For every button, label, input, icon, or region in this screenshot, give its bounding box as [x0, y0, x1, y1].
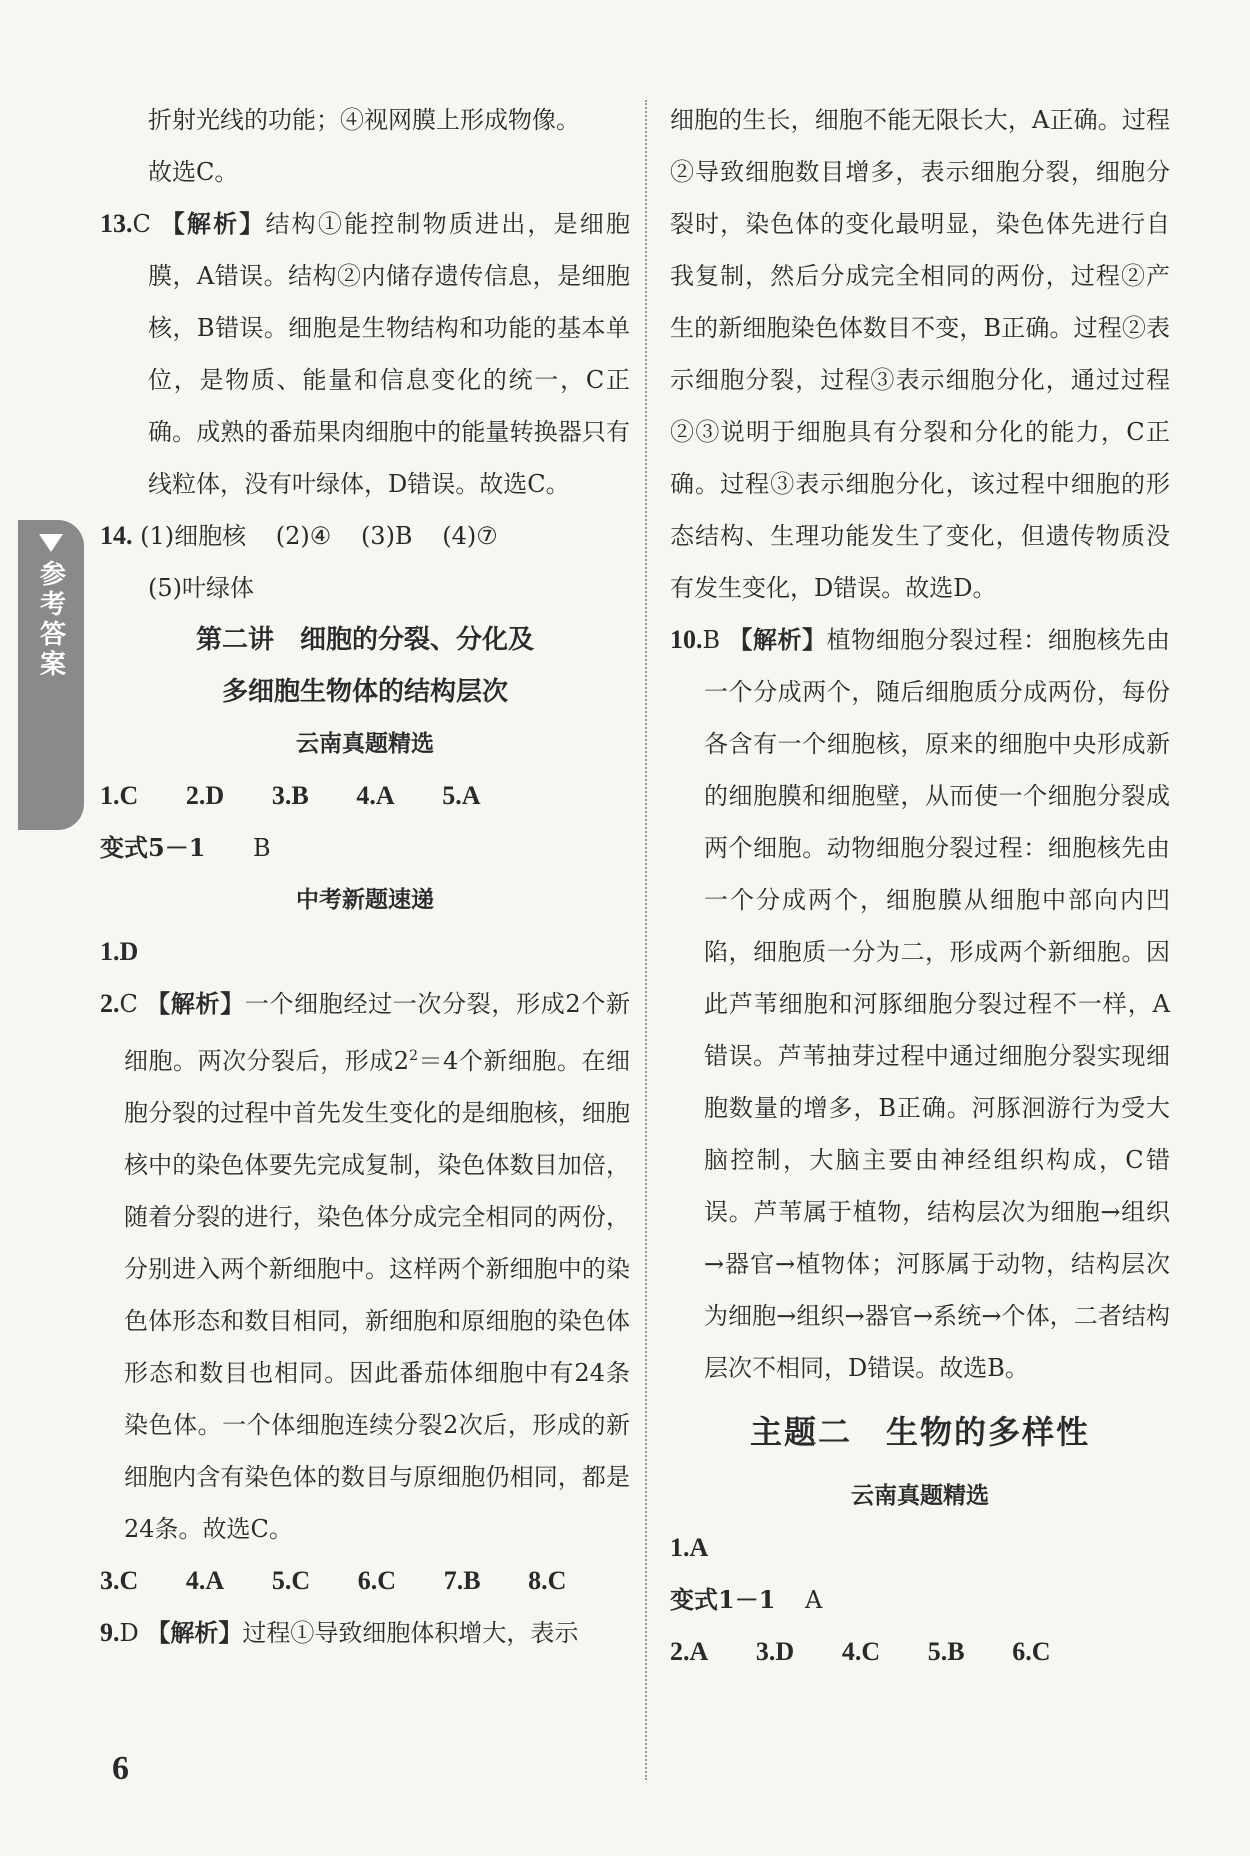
answer-item-2 — [100, 978, 630, 1555]
answer-choice: B — [702, 626, 721, 654]
variant-answer: B — [253, 834, 271, 862]
paragraph — [100, 94, 630, 198]
question-number: 13. — [100, 209, 133, 238]
question-number: 2. — [100, 989, 120, 1018]
answer-cell: 4.C — [841, 1637, 881, 1666]
answer-item-9 — [100, 1607, 630, 1659]
answer-cell: 5.C — [271, 1566, 311, 1595]
answer-cell: 5.B — [927, 1637, 965, 1666]
side-tab — [18, 520, 84, 830]
question-number: 10. — [670, 625, 703, 654]
analysis-text: 过程①导致细胞体积增大，表示 — [242, 1619, 579, 1647]
answer-item-9-cont — [670, 94, 1170, 614]
answer-cell: 6.C — [357, 1566, 397, 1595]
answer-row — [100, 770, 630, 822]
answer-part: (5)叶绿体 — [148, 574, 254, 602]
analysis-text: 一个细胞经过一次分裂，形成2个新细胞。两次分裂后，形成2 — [124, 990, 630, 1075]
side-tab-label: 参考答案 — [35, 560, 66, 680]
variant-label: 变式1－1 — [670, 1585, 776, 1614]
superscript: 2 — [409, 1048, 418, 1064]
variant-label: 变式5－1 — [100, 833, 206, 862]
answer-item-14 — [100, 510, 630, 562]
answer-cell: 4.A — [185, 1566, 225, 1595]
answer-cell: 3.D — [755, 1637, 795, 1666]
answer-text: 故选C。 — [148, 158, 239, 186]
answer-item-14-cont — [100, 562, 630, 614]
section-heading: 中考新题速递 — [296, 887, 434, 913]
section-heading: 云南真题精选 — [296, 731, 434, 757]
variant-row — [100, 822, 630, 874]
question-number: 9. — [100, 1618, 120, 1647]
analysis-tag: 【解析】 — [146, 989, 245, 1018]
answer-item-10 — [670, 614, 1170, 1394]
answer-part: (4)⑦ — [442, 522, 498, 550]
topic-title: 主题二 生物的多样性 — [749, 1413, 1090, 1451]
answer-cell: 4.A — [356, 781, 395, 810]
answer-cell: 1.C — [100, 781, 139, 810]
answer-part: (2)④ — [275, 522, 332, 550]
analysis-text: ＝4个新细胞。在细胞分裂的过程中首先发生变化的是细胞核，细胞核中的染色体要先完成复制，染色体数目加倍，随着分裂的进行，染色体分成完全相同的两份，分别进入两个新细胞中。这样两个新细胞中的染色体形态和数目相同，新细胞和原细胞的染色体形态和数目也相同。因此番茄体细胞中有24条染色体。一个体细胞连续分裂2次后，形成的新细胞内含有染色体的数目与原细胞仍相同，都是24条。故选C。 — [124, 1047, 630, 1543]
answer-cell: 3.C — [100, 1566, 139, 1595]
answer-cell: 8.C — [528, 1566, 567, 1595]
answer-text: 折射光线的功能；④视网膜上形成物像。 — [148, 106, 580, 134]
page-number: 6 — [112, 1750, 129, 1787]
section-heading: 云南真题精选 — [851, 1483, 989, 1509]
answer-choice: D — [119, 1619, 139, 1647]
column-divider — [645, 100, 647, 1780]
question-number: 14. — [100, 521, 133, 550]
answer-cell: 7.B — [443, 1566, 481, 1595]
answer-cell: 6.C — [1012, 1637, 1051, 1666]
analysis-tag: 【解析】 — [728, 625, 827, 654]
answer-item-13 — [100, 198, 630, 510]
analysis-text: 植物细胞分裂过程：细胞核先由一个分成两个，随后细胞质分成两份，每份各含有一个细胞核，原来的细胞中央形成新的细胞膜和细胞壁，从而使一个细胞分裂成两个细胞。动物细胞分裂过程：细胞核先由一个分成两个，细胞膜从细胞中部向内凹陷，细胞质一分为二，形成两个新细胞。因此芦苇细胞和河豚细胞分裂过程不一样，A错误。芦苇抽芽过程中通过细胞分裂实现细胞数量的增多，B正确。河豚洄游行为受大脑控制，大脑主要由神经组织构成，C错误。芦苇属于植物，结构层次为细胞→组织→器官→植物体；河豚属于动物，结构层次为细胞→组织→器官→系统→个体，二者结构层次不相同，D错误。故选B。 — [704, 626, 1171, 1382]
lecture-title: 第二讲 细胞的分裂、分化及 — [195, 625, 534, 655]
answer-cell: 1.D — [100, 937, 139, 966]
answer-choice: C — [132, 210, 151, 238]
answer-cell: 2.D — [185, 781, 225, 810]
answer-row — [100, 926, 630, 978]
answer-cell: 3.B — [271, 781, 309, 810]
analysis-tag: 【解析】 — [146, 1618, 243, 1647]
left-column — [100, 94, 630, 1659]
answer-cell: 2.A — [670, 1637, 709, 1666]
answer-row — [670, 1626, 1170, 1678]
answer-part: (1)细胞核 — [140, 522, 247, 550]
variant-row — [670, 1574, 1170, 1626]
analysis-text: 细胞的生长，细胞不能无限长大，A正确。过程②导致细胞数目增多，表示细胞分裂，细胞分裂时，染色体的变化最明显，染色体先进行自我复制，然后分成完全相同的两份，过程②产生的新细胞染色体数目不变，B正确。过程②表示细胞分裂，过程③表示细胞分化，通过过程②③说明于细胞具有分裂和分化的能力，C正确。过程③表示细胞分化，该过程中细胞的形态结构、生理功能发生了变化，但遗传物质没有发生变化，D错误。故选D。 — [670, 106, 1170, 602]
answer-row — [670, 1522, 1170, 1574]
triangle-down-icon — [39, 534, 63, 552]
answer-part: (3)B — [360, 522, 413, 550]
answer-cell: 5.A — [442, 781, 481, 810]
analysis-tag: 【解析】 — [160, 209, 266, 238]
answer-cell: 1.A — [670, 1533, 709, 1562]
variant-answer: A — [805, 1586, 823, 1614]
answer-choice: C — [119, 990, 138, 1018]
right-column — [670, 94, 1170, 1678]
lecture-title: 多细胞生物体的结构层次 — [221, 677, 508, 707]
answer-row — [100, 1555, 630, 1607]
analysis-text: 结构①能控制物质进出，是细胞膜，A错误。结构②内储存遗传信息，是细胞核，B错误。细胞是生物结构和功能的基本单位，是物质、能量和信息变化的统一，C正确。成熟的番茄果肉细胞中的能量转换器只有线粒体，没有叶绿体，D错误。故选C。 — [148, 210, 630, 498]
